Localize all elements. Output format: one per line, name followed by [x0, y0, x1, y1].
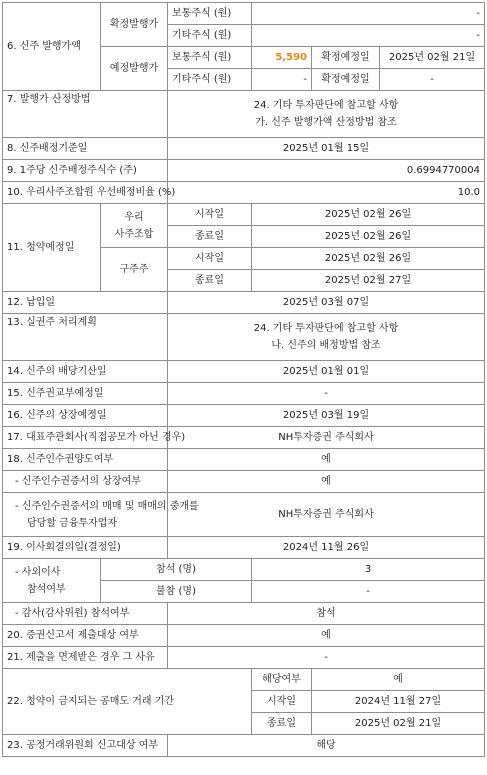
forfeited-plan-value [168, 314, 485, 361]
confirmed-price-label: 확정발행가 [101, 3, 168, 47]
shares-per-share-label: 9. 1주당 신주배정주식수 (주) [3, 160, 168, 182]
rights-listing-value: 예 [168, 471, 485, 493]
registration-required-label: 20. 증권신고서 제출대상 여부 [3, 625, 168, 647]
exemption-reason-value: - [168, 647, 485, 669]
record-date-label: 8. 신주배정기준일 [3, 138, 168, 160]
employee-union-line1: 우리 [124, 211, 144, 223]
applies-value: 예 [312, 669, 485, 691]
absent-label: 불참 (명) [101, 581, 252, 603]
forfeited-plan-label: 13. 실권주 처리계획 [3, 314, 168, 361]
certificate-date-value: - [168, 383, 485, 405]
issue-price-label: 6. 신주 발행가액 [3, 3, 101, 91]
absent-value: - [252, 581, 485, 603]
listing-date-label: 16. 신주의 상장예정일 [3, 405, 168, 427]
ftc-report-label: 23. 공정거래위원회 신고대상 여부 [3, 735, 168, 757]
rights-transfer-value: 예 [168, 449, 485, 471]
rights-broker-value: NH투자증권 주식회사 [168, 493, 485, 537]
registration-required-value: 예 [168, 625, 485, 647]
pricing-method-line1: 24. 기타 투자판단에 참고할 사항 [253, 100, 399, 111]
short-sale-start-value: 2024년 11월 27일 [312, 691, 485, 713]
forfeited-plan-line2: 나. 신주의 배정방법 참조 [271, 340, 381, 351]
start-date-label: 시작일 [168, 248, 252, 270]
outside-director-line2: 참석여부 [27, 583, 66, 595]
old-end-value: 2025년 02월 27일 [252, 270, 485, 292]
attend-value: 3 [252, 559, 485, 581]
confirm-date-other: - [380, 69, 485, 91]
confirm-date-common: 2025년 02월 21일 [380, 47, 485, 69]
dividend-date-label: 14. 신주의 배당기산일 [3, 361, 168, 383]
lead-manager-label: 17. 대표주관회사(직접공모가 아닌 경우) [3, 427, 168, 449]
employee-union-label [101, 204, 168, 248]
start-date-label: 시작일 [168, 204, 252, 226]
short-sale-period-label: 22. 청약이 금지되는 공매도 거래 기간 [3, 669, 252, 735]
rights-transfer-label: 18. 신주인수권양도여부 [3, 449, 168, 471]
lead-manager-value: NH투자증권 주식회사 [168, 427, 485, 449]
other-stock-label: 기타주식 (원) [168, 69, 252, 91]
confirmed-other-value: - [252, 25, 485, 47]
exemption-reason-label: 21. 제출을 면제받은 경우 그 사유 [3, 647, 168, 669]
subscription-date-label: 11. 청약예정일 [3, 204, 101, 292]
board-date-value: 2024년 11월 26일 [168, 537, 485, 559]
auditor-attend-value: 참석 [168, 603, 485, 625]
short-sale-start-label: 시작일 [252, 691, 312, 713]
confirm-date-label: 확정예정일 [312, 47, 380, 69]
ftc-report-value: 해당 [168, 735, 485, 757]
old-start-value: 2025년 02월 26일 [252, 248, 485, 270]
shares-per-share-value: 0.6994770004 [168, 160, 485, 182]
auditor-attend-label: - 감사(감사위원) 참석여부 [3, 603, 168, 625]
common-stock-label: 보통주식 (원) [168, 3, 252, 25]
other-stock-label: 기타주식 (원) [168, 25, 252, 47]
rights-broker-line2: 담당할 금융투자업자 [27, 517, 118, 529]
short-sale-end-label: 종료일 [252, 713, 312, 735]
applies-label: 해당여부 [252, 669, 312, 691]
rights-listing-label: - 신주인수권증서의 상장여부 [3, 471, 168, 493]
certificate-date-label: 15. 신주권교부예정일 [3, 383, 168, 405]
planned-other-value: - [252, 69, 312, 91]
short-sale-end-value: 2025년 02월 21일 [312, 713, 485, 735]
pricing-method-line2: 가. 신주 발행가액 산정방법 참조 [255, 117, 397, 128]
confirmed-common-value: - [252, 3, 485, 25]
outside-director-line1: - 사외이사 [15, 566, 61, 578]
end-date-label: 종료일 [168, 226, 252, 248]
employee-ratio-value: 10.0 [168, 182, 485, 204]
planned-common-value: 5,590 [252, 47, 312, 69]
disclosure-table [2, 2, 485, 757]
rights-broker-line1: - 신주인수권증서의 매매 및 매매의 중개를 [15, 500, 199, 512]
confirm-date-label: 확정예정일 [312, 69, 380, 91]
outside-director-label [3, 559, 101, 603]
union-start-value: 2025년 02월 26일 [252, 204, 485, 226]
pricing-method-value [168, 91, 485, 138]
employee-union-line2: 사주조합 [114, 228, 154, 240]
existing-shareholders-label: 구주주 [101, 248, 168, 292]
payment-date-value: 2025년 03월 07일 [168, 292, 485, 314]
record-date-value: 2025년 01월 15일 [168, 138, 485, 160]
employee-ratio-label: 10. 우리사주조합원 우선배정비율 (%) [3, 182, 168, 204]
payment-date-label: 12. 납입일 [3, 292, 168, 314]
pricing-method-label: 7. 발행가 산정방법 [3, 91, 168, 138]
rights-broker-label [3, 493, 199, 537]
listing-date-value: 2025년 03월 19일 [168, 405, 485, 427]
attend-label: 참석 (명) [101, 559, 252, 581]
union-end-value: 2025년 02월 26일 [252, 226, 485, 248]
forfeited-plan-line1: 24. 기타 투자판단에 참고할 사항 [253, 323, 399, 334]
board-date-label: 19. 이사회결의일(결정일) [3, 537, 168, 559]
dividend-date-value: 2025년 01월 01일 [168, 361, 485, 383]
end-date-label: 종료일 [168, 270, 252, 292]
common-stock-label: 보통주식 (원) [168, 47, 252, 69]
planned-price-label: 예정발행가 [101, 47, 168, 91]
